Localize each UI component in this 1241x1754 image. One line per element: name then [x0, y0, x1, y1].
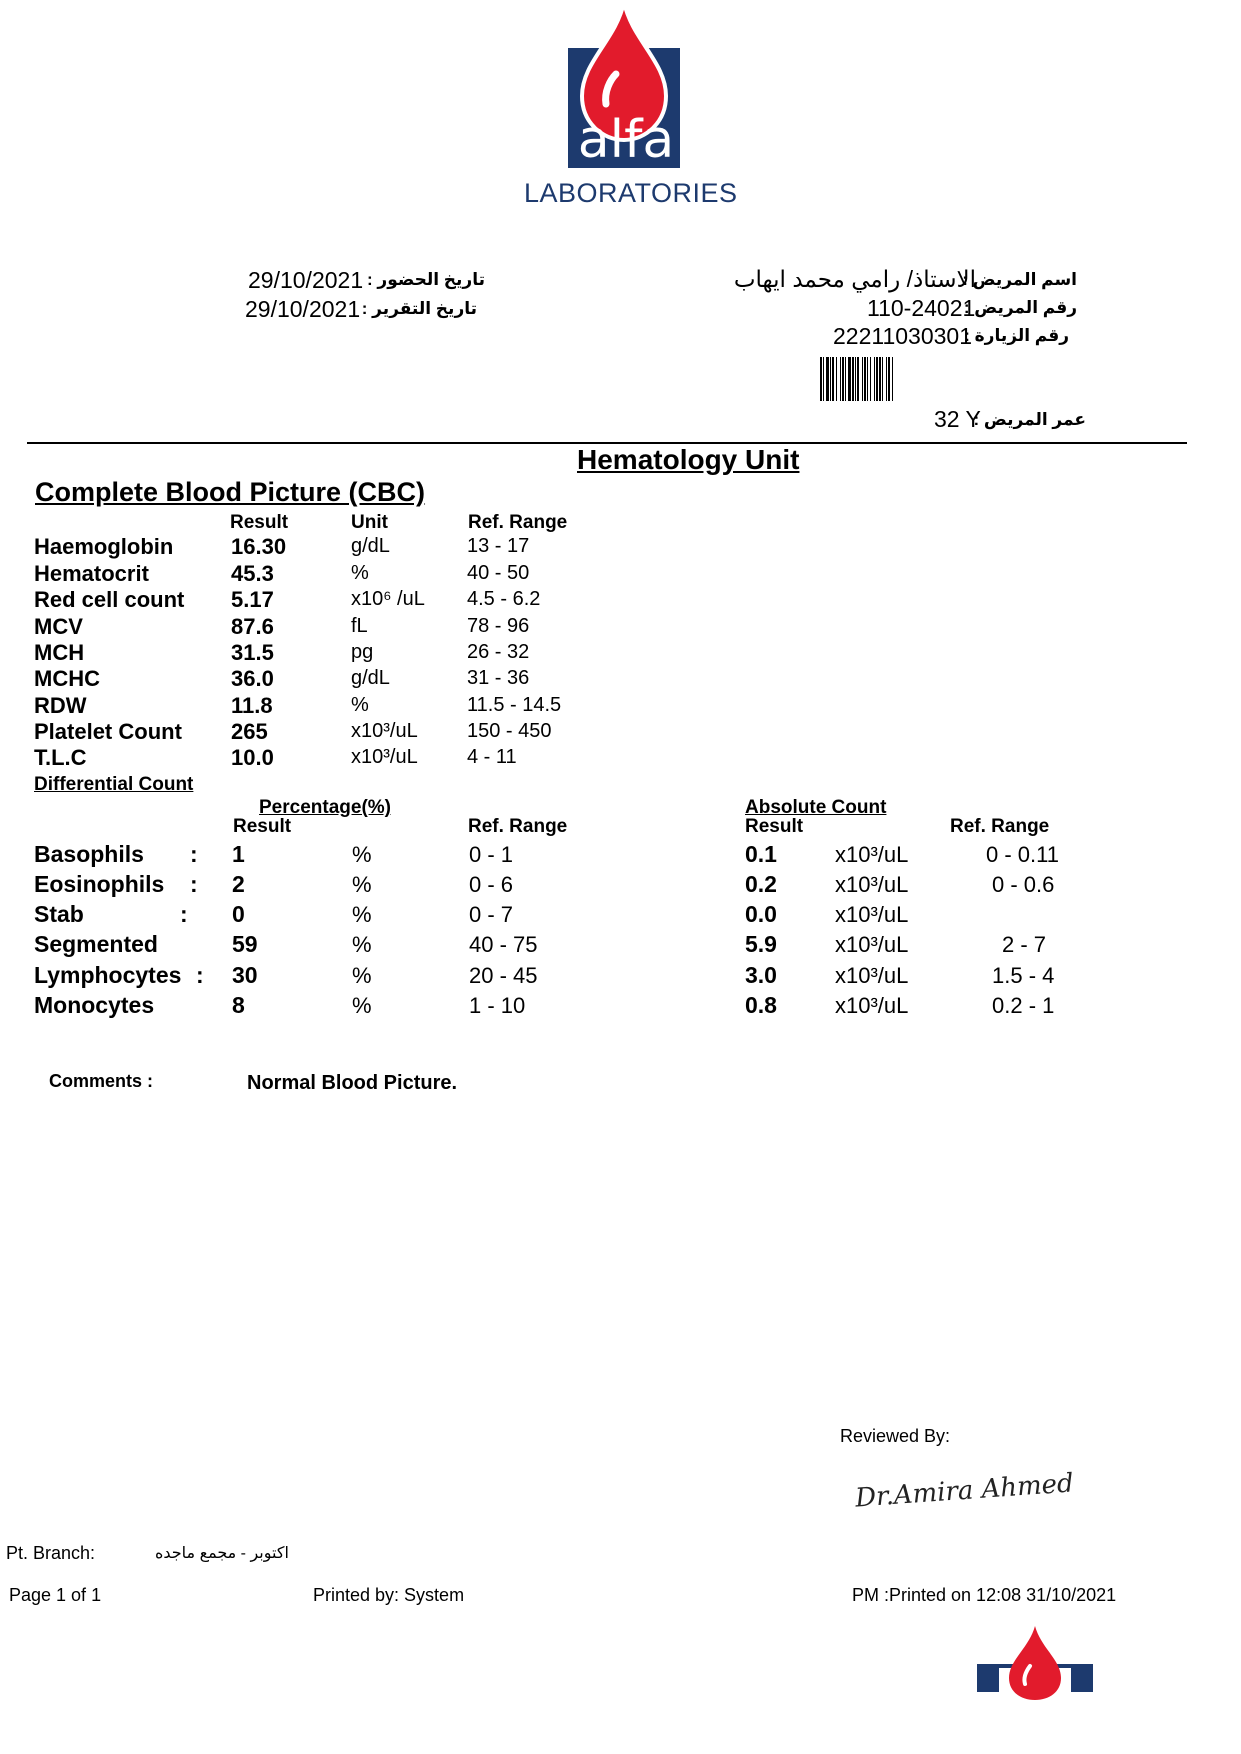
attendance-date-label: تاريخ الحضور : — [367, 270, 485, 289]
cell-colon: : — [190, 871, 198, 897]
test-name: MCHC — [34, 666, 100, 691]
test-result: 36.0 — [231, 666, 274, 691]
cell-percentage-range: 0 - 1 — [469, 842, 514, 867]
cell-percentage-unit: % — [352, 932, 372, 957]
test-name: RDW — [34, 693, 87, 718]
cbc-result-head: Result — [230, 512, 289, 533]
attendance-date-value: 29/10/2021 — [248, 267, 364, 293]
test-range: 4 - 11 — [467, 746, 517, 768]
test-result: 265 — [231, 719, 268, 744]
barcode-icon — [820, 357, 960, 403]
patient-no-label: رقم المريض : — [963, 298, 1077, 317]
test-result: 5.17 — [231, 587, 274, 612]
patient-no-value: 110-24021 — [867, 295, 976, 321]
age-label: عمر المريض : — [973, 410, 1086, 429]
test-name: Hematocrit — [34, 561, 149, 586]
cell-absolute: 0.0 — [745, 901, 777, 927]
cell-percentage: 0 — [232, 901, 245, 927]
cell-percentage-unit: % — [352, 902, 372, 927]
diff-result-head: Result — [233, 816, 292, 837]
cell-colon: : — [190, 841, 198, 867]
unit-title: Hematology Unit — [577, 444, 800, 475]
reviewer-signature: Dr.Amira Ahmed — [854, 1468, 1075, 1514]
comments-label: Comments : — [49, 1071, 154, 1091]
test-result: 10.0 — [231, 745, 274, 770]
cell-absolute-unit: x10³/uL — [835, 932, 909, 957]
abs-range-head: Ref. Range — [950, 816, 1050, 837]
cell-percentage-unit: % — [352, 993, 372, 1018]
patient-name-value: الاستاذ/ رامي محمد ايهاب — [733, 266, 976, 292]
test-unit: x10³/uL — [351, 746, 418, 768]
reviewed-by-label: Reviewed By: — [840, 1426, 951, 1446]
visit-no-value: 22211030301 — [833, 323, 972, 349]
cell-colon: : — [180, 901, 188, 927]
cbc-title: Complete Blood Picture (CBC) — [35, 477, 426, 507]
test-name: Haemoglobin — [34, 534, 174, 559]
cell-percentage: 1 — [232, 841, 245, 867]
cell-absolute-unit: x10³/uL — [835, 902, 909, 927]
test-name: MCH — [34, 640, 85, 665]
footer-logo-icon — [975, 1622, 1095, 1704]
cell-absolute-unit: x10³/uL — [835, 872, 909, 897]
cell-absolute-range: 0 - 0.11 — [986, 842, 1059, 867]
logo-subtitle: LABORATORIES — [524, 178, 738, 208]
test-unit: fL — [351, 615, 368, 637]
report-date-value: 29/10/2021 — [245, 296, 361, 322]
cell-percentage-unit: % — [352, 842, 372, 867]
age-value: 32 Y — [934, 406, 981, 432]
test-name: MCV — [34, 614, 83, 639]
test-unit: x10⁶ /uL — [351, 588, 425, 610]
cbc-unit-head: Unit — [351, 512, 388, 533]
cell-percentage: 2 — [232, 871, 245, 897]
differential-title: Differential Count — [34, 774, 194, 795]
cell-percentage-range: 20 - 45 — [469, 963, 538, 988]
branch-label: Pt. Branch: — [6, 1543, 96, 1563]
cell-name: Lymphocytes — [34, 962, 182, 988]
cell-percentage-unit: % — [352, 872, 372, 897]
cell-absolute-unit: x10³/uL — [835, 963, 909, 988]
test-range: 13 - 17 — [467, 535, 530, 557]
page-number: Page 1 of 1 — [9, 1585, 102, 1605]
cell-name: Monocytes — [34, 992, 155, 1018]
cell-percentage-unit: % — [352, 963, 372, 988]
cell-name: Segmented — [34, 931, 158, 957]
patient-name-label: اسم المريض : — [962, 270, 1077, 289]
cell-percentage-range: 1 - 10 — [469, 993, 526, 1018]
test-unit: x10³/uL — [351, 720, 418, 742]
test-result: 16.30 — [231, 534, 287, 559]
branch-value: اكتوبر - مجمع ماجده — [155, 1545, 289, 1562]
report-date-label: تاريخ التقرير : — [361, 299, 477, 318]
test-range: 26 - 32 — [467, 641, 530, 663]
cell-name: Eosinophils — [34, 871, 165, 897]
cell-percentage: 8 — [232, 992, 245, 1018]
printed-on: PM :Printed on 12:08 31/10/2021 — [852, 1585, 1117, 1605]
cell-name: Basophils — [34, 841, 144, 867]
cell-name: Stab — [34, 901, 84, 927]
diff-range-head: Ref. Range — [468, 816, 568, 837]
test-range: 78 - 96 — [467, 615, 530, 637]
test-result: 31.5 — [231, 640, 274, 665]
absolute-count-head: Absolute Count — [745, 797, 887, 818]
cell-colon: : — [196, 962, 204, 988]
cell-absolute-range: 0.2 - 1 — [992, 993, 1055, 1018]
abs-result-head: Result — [745, 816, 804, 837]
cell-absolute-range: 2 - 7 — [1002, 932, 1047, 957]
test-name: Red cell count — [34, 587, 185, 612]
cell-percentage-range: 0 - 7 — [469, 902, 514, 927]
comments-text: Normal Blood Picture. — [247, 1072, 458, 1094]
cell-percentage-range: 0 - 6 — [469, 872, 514, 897]
cell-absolute: 0.8 — [745, 992, 777, 1018]
test-name: Platelet Count — [34, 719, 182, 744]
cell-percentage-range: 40 - 75 — [469, 932, 538, 957]
test-unit: % — [351, 694, 369, 716]
cell-percentage: 59 — [232, 931, 258, 957]
cell-absolute-unit: x10³/uL — [835, 993, 909, 1018]
cell-percentage: 30 — [232, 962, 258, 988]
test-unit: pg — [351, 641, 374, 663]
test-range: 11.5 - 14.5 — [467, 694, 562, 716]
cell-absolute: 0.1 — [745, 841, 777, 867]
printed-by: Printed by: System — [313, 1585, 465, 1605]
test-result: 87.6 — [231, 614, 274, 639]
cbc-range-head: Ref. Range — [468, 512, 568, 533]
cell-absolute: 5.9 — [745, 931, 777, 957]
test-result: 11.8 — [231, 693, 273, 718]
cell-absolute: 0.2 — [745, 871, 777, 897]
cell-absolute-range: 1.5 - 4 — [992, 963, 1055, 988]
test-name: T.L.C — [34, 745, 87, 770]
test-range: 31 - 36 — [467, 667, 530, 689]
cell-absolute-unit: x10³/uL — [835, 842, 909, 867]
visit-no-label: رقم الزيارة : — [964, 326, 1069, 345]
test-range: 150 - 450 — [467, 720, 552, 742]
test-range: 4.5 - 6.2 — [467, 588, 541, 610]
cell-absolute: 3.0 — [745, 962, 777, 988]
test-unit: % — [351, 562, 369, 584]
test-unit: g/dL — [351, 535, 390, 557]
alfa-logo — [520, 0, 738, 215]
cell-absolute-range: 0 - 0.6 — [992, 872, 1055, 897]
test-range: 40 - 50 — [467, 562, 530, 584]
test-unit: g/dL — [351, 667, 390, 689]
logo-brand: alfa — [577, 110, 675, 170]
percentage-head: Percentage(%) — [259, 797, 391, 818]
test-result: 45.3 — [231, 561, 274, 586]
